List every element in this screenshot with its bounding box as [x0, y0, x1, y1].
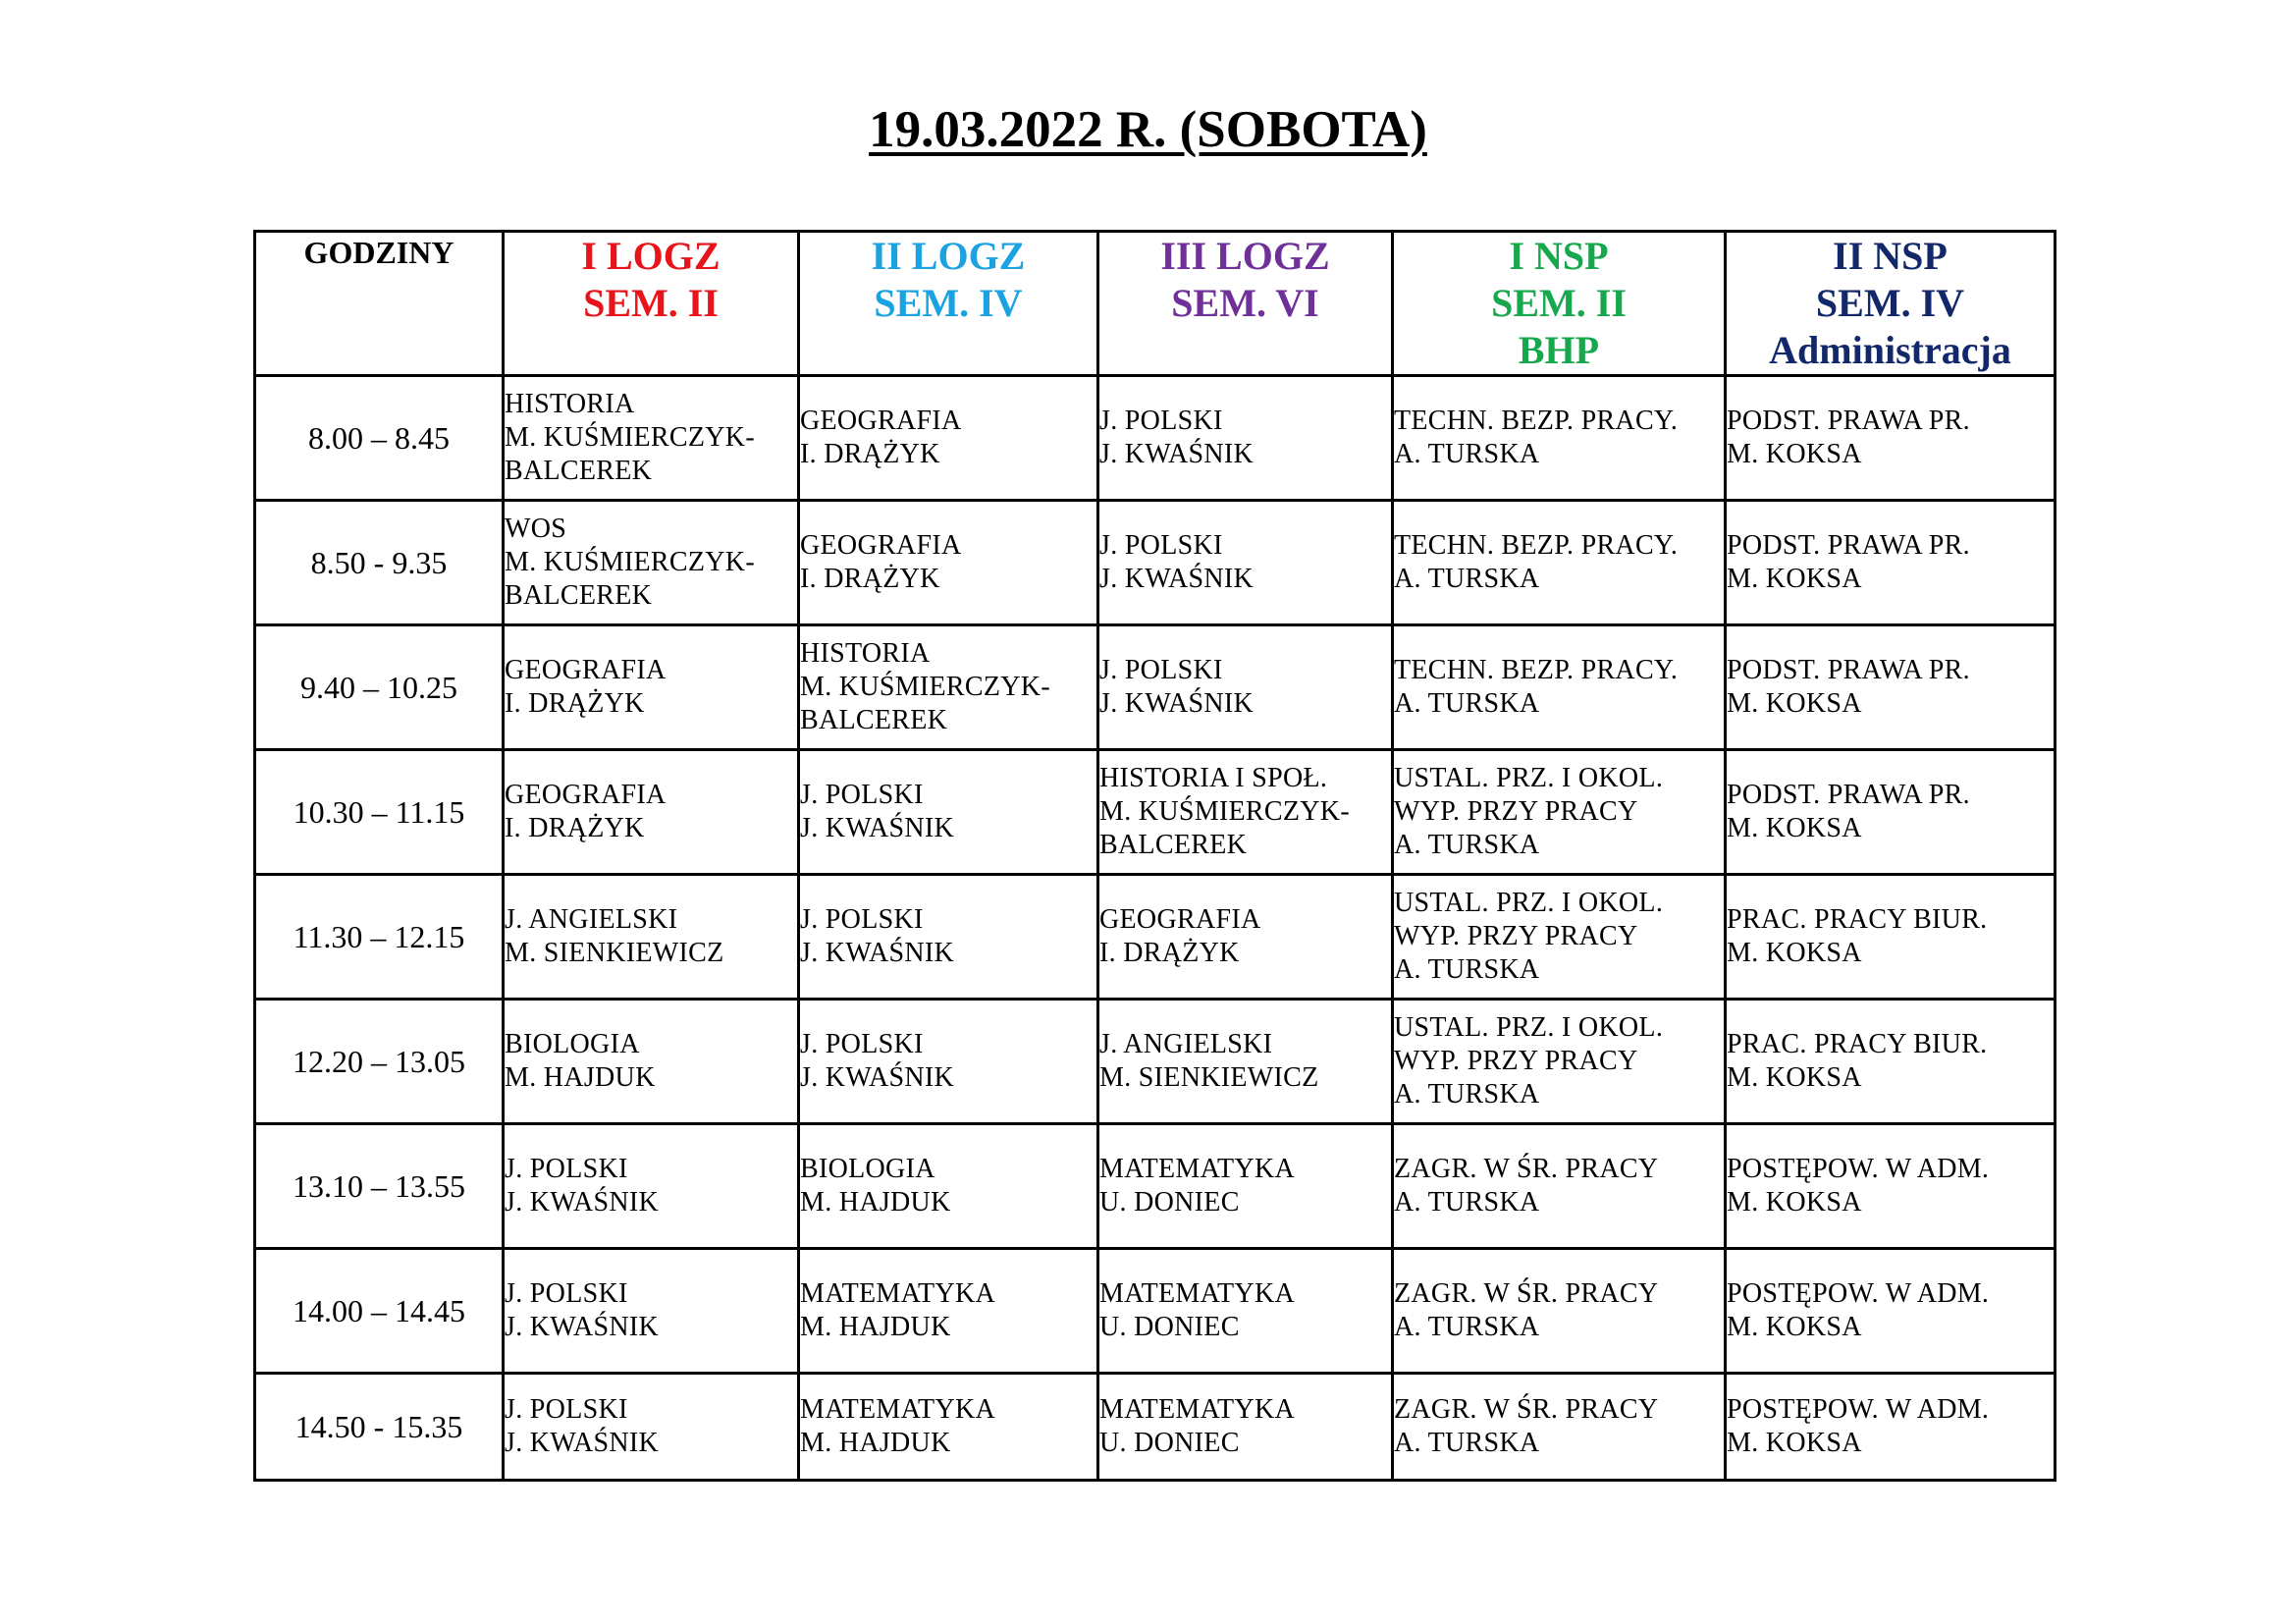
header-line: SEM. IV — [1815, 281, 1965, 325]
lesson-cell — [1098, 625, 1393, 750]
teacher-text: M. KUŚMIERCZYK- — [505, 422, 755, 453]
teacher-text: M. KOKSA — [1727, 439, 1862, 469]
teacher-text: BALCEREK — [800, 705, 948, 735]
teacher-text: J. KWAŚNIK — [800, 1062, 954, 1093]
teacher-text: M. HAJDUK — [505, 1062, 656, 1093]
header-line: I LOGZ — [581, 234, 721, 278]
teacher-text: A. TURSKA — [1394, 439, 1540, 469]
subject-text: GEOGRAFIA — [800, 406, 962, 436]
subject-text: GEOGRAFIA — [1099, 904, 1261, 935]
lesson-cell — [1393, 750, 1726, 875]
subject-text: PRAC. PRACY BIUR. — [1727, 904, 1988, 935]
table-row — [255, 875, 2056, 1000]
teacher-text: A. TURSKA — [1394, 688, 1540, 719]
teacher-text: J. KWAŚNIK — [505, 1428, 659, 1458]
header-row — [255, 232, 2056, 376]
time-cell: 13.10 – 13.55 — [255, 1124, 504, 1249]
teacher-text: I. DRĄŻYK — [1099, 938, 1240, 968]
teacher-text: U. DONIEC — [1099, 1428, 1240, 1458]
lesson-cell — [799, 750, 1098, 875]
subject-text: J. ANGIELSKI — [1099, 1029, 1273, 1059]
lesson-cell — [504, 1124, 799, 1249]
header-line: II LOGZ — [871, 234, 1026, 278]
subject-text: USTAL. PRZ. I OKOL. — [1394, 888, 1664, 918]
subject-text: BIOLOGIA — [505, 1029, 640, 1059]
lesson-cell — [1393, 875, 1726, 1000]
lesson-cell — [1393, 1000, 1726, 1124]
teacher-text: M. KUŚMIERCZYK- — [800, 672, 1050, 702]
teacher-text: WYP. PRZY PRACY — [1394, 1046, 1638, 1076]
teacher-text: A. TURSKA — [1394, 1428, 1540, 1458]
subject-text: ZAGR. W ŚR. PRACY — [1394, 1394, 1659, 1425]
lesson-cell — [1098, 501, 1393, 625]
page-title: 19.03.2022 R. (SOBOTA) — [869, 101, 1427, 158]
header-godziny — [255, 232, 504, 376]
subject-text: USTAL. PRZ. I OKOL. — [1394, 763, 1664, 793]
subject-text: J. POLSKI — [505, 1394, 628, 1425]
lesson-cell — [1726, 376, 2056, 501]
teacher-text: A. TURSKA — [1394, 830, 1540, 860]
table-row — [255, 1249, 2056, 1374]
subject-text: POSTĘPOW. W ADM. — [1727, 1394, 1990, 1425]
subject-text: USTAL. PRZ. I OKOL. — [1394, 1012, 1664, 1043]
table-row — [255, 625, 2056, 750]
subject-text: HISTORIA — [800, 638, 931, 669]
teacher-text: J. KWAŚNIK — [505, 1312, 659, 1342]
lesson-cell — [1393, 1124, 1726, 1249]
lesson-cell — [1726, 1374, 2056, 1481]
subject-text: GEOGRAFIA — [800, 530, 962, 561]
subject-text: WOS — [505, 514, 567, 544]
lesson-cell — [1726, 1000, 2056, 1124]
lesson-cell — [1098, 750, 1393, 875]
lesson-cell — [504, 750, 799, 875]
schedule-body — [255, 376, 2056, 1481]
time-cell: 14.50 - 15.35 — [255, 1374, 504, 1481]
subject-text: TECHN. BEZP. PRACY. — [1394, 406, 1679, 436]
subject-text: ZAGR. W ŚR. PRACY — [1394, 1278, 1659, 1309]
lesson-cell — [504, 1249, 799, 1374]
lesson-cell — [1726, 875, 2056, 1000]
lesson-cell — [1098, 1124, 1393, 1249]
subject-text: TECHN. BEZP. PRACY. — [1394, 655, 1679, 685]
lesson-cell — [504, 376, 799, 501]
teacher-text: A. TURSKA — [1394, 564, 1540, 594]
header-line: I NSP — [1509, 234, 1609, 278]
teacher-text: M. KUŚMIERCZYK- — [505, 547, 755, 577]
table-row — [255, 501, 2056, 625]
lesson-cell — [799, 875, 1098, 1000]
lesson-cell — [1726, 625, 2056, 750]
subject-text: PODST. PRAWA PR. — [1727, 780, 1970, 810]
teacher-text: M. HAJDUK — [800, 1187, 951, 1218]
header-i-logz — [504, 232, 799, 376]
teacher-text: A. TURSKA — [1394, 1312, 1540, 1342]
teacher-text: U. DONIEC — [1099, 1312, 1240, 1342]
teacher-text: WYP. PRZY PRACY — [1394, 921, 1638, 951]
subject-text: MATEMATYKA — [800, 1394, 995, 1425]
teacher-text: M. KOKSA — [1727, 1312, 1862, 1342]
lesson-cell — [799, 501, 1098, 625]
time-cell: 10.30 – 11.15 — [255, 750, 504, 875]
teacher-text: J. KWAŚNIK — [1099, 564, 1254, 594]
teacher-text: M. KOKSA — [1727, 1428, 1862, 1458]
teacher-text: J. KWAŚNIK — [800, 813, 954, 843]
lesson-cell — [1726, 1124, 2056, 1249]
subject-text: J. POLSKI — [800, 904, 924, 935]
time-cell: 14.00 – 14.45 — [255, 1249, 504, 1374]
teacher-text: J. KWAŚNIK — [1099, 688, 1254, 719]
lesson-cell — [799, 625, 1098, 750]
teacher-text: M. KOKSA — [1727, 813, 1862, 843]
header-line: II NSP — [1833, 234, 1948, 278]
lesson-cell — [799, 1000, 1098, 1124]
header-line: GODZINY — [303, 235, 454, 270]
teacher-text: BALCEREK — [1099, 830, 1248, 860]
teacher-text: M. KOKSA — [1727, 938, 1862, 968]
lesson-cell — [799, 376, 1098, 501]
subject-text: PODST. PRAWA PR. — [1727, 655, 1970, 685]
teacher-text: BALCEREK — [505, 580, 653, 611]
header-ii-logz — [799, 232, 1098, 376]
header-line: BHP — [1518, 328, 1600, 372]
teacher-text: M. HAJDUK — [800, 1428, 951, 1458]
subject-text: HISTORIA — [505, 389, 635, 419]
lesson-cell — [1393, 501, 1726, 625]
teacher-text: I. DRĄŻYK — [505, 688, 645, 719]
lesson-cell — [504, 501, 799, 625]
subject-text: GEOGRAFIA — [505, 780, 667, 810]
lesson-cell — [1098, 1374, 1393, 1481]
header-line: III LOGZ — [1160, 234, 1330, 278]
subject-text: POSTĘPOW. W ADM. — [1727, 1278, 1990, 1309]
header-ii-nsp — [1726, 232, 2056, 376]
lesson-cell — [1393, 376, 1726, 501]
time-cell: 9.40 – 10.25 — [255, 625, 504, 750]
subject-text: BIOLOGIA — [800, 1154, 935, 1184]
teacher-text: J. KWAŚNIK — [800, 938, 954, 968]
teacher-text: U. DONIEC — [1099, 1187, 1240, 1218]
subject-text: J. POLSKI — [1099, 406, 1223, 436]
header-line: SEM. VI — [1171, 281, 1319, 325]
subject-text: HISTORIA I SPOŁ. — [1099, 763, 1328, 793]
teacher-text: M. KOKSA — [1727, 688, 1862, 719]
teacher-text: M. KUŚMIERCZYK- — [1099, 796, 1350, 827]
subject-text: PODST. PRAWA PR. — [1727, 406, 1970, 436]
lesson-cell — [1098, 1249, 1393, 1374]
lesson-cell — [504, 625, 799, 750]
subject-text: J. POLSKI — [505, 1278, 628, 1309]
header-i-nsp — [1393, 232, 1726, 376]
time-cell: 8.50 - 9.35 — [255, 501, 504, 625]
lesson-cell — [1726, 1249, 2056, 1374]
teacher-text: J. KWAŚNIK — [505, 1187, 659, 1218]
lesson-cell — [799, 1374, 1098, 1481]
subject-text: J. POLSKI — [800, 1029, 924, 1059]
table-row — [255, 1374, 2056, 1481]
teacher-text: A. TURSKA — [1394, 1079, 1540, 1110]
header-iii-logz — [1098, 232, 1393, 376]
teacher-text: BALCEREK — [505, 456, 653, 486]
time-cell: 11.30 – 12.15 — [255, 875, 504, 1000]
subject-text: PRAC. PRACY BIUR. — [1727, 1029, 1988, 1059]
subject-text: J. POLSKI — [800, 780, 924, 810]
subject-text: PODST. PRAWA PR. — [1727, 530, 1970, 561]
header-line: SEM. II — [1491, 281, 1627, 325]
lesson-cell — [504, 875, 799, 1000]
lesson-cell — [1393, 625, 1726, 750]
teacher-text: M. SIENKIEWICZ — [1099, 1062, 1319, 1093]
teacher-text: A. TURSKA — [1394, 1187, 1540, 1218]
table-row — [255, 1000, 2056, 1124]
subject-text: J. ANGIELSKI — [505, 904, 678, 935]
teacher-text: M. HAJDUK — [800, 1312, 951, 1342]
teacher-text: M. KOKSA — [1727, 1062, 1862, 1093]
teacher-text: I. DRĄŻYK — [800, 564, 940, 594]
header-line: Administracja — [1769, 328, 2011, 372]
time-cell: 12.20 – 13.05 — [255, 1000, 504, 1124]
subject-text: J. POLSKI — [505, 1154, 628, 1184]
subject-text: POSTĘPOW. W ADM. — [1727, 1154, 1990, 1184]
lesson-cell — [1098, 376, 1393, 501]
subject-text: MATEMATYKA — [1099, 1394, 1295, 1425]
header-line: SEM. II — [583, 281, 719, 325]
lesson-cell — [1726, 501, 2056, 625]
teacher-text: WYP. PRZY PRACY — [1394, 796, 1638, 827]
subject-text: TECHN. BEZP. PRACY. — [1394, 530, 1679, 561]
subject-text: J. POLSKI — [1099, 655, 1223, 685]
teacher-text: M. KOKSA — [1727, 1187, 1862, 1218]
subject-text: J. POLSKI — [1099, 530, 1223, 561]
lesson-cell — [1098, 1000, 1393, 1124]
header-line: SEM. IV — [874, 281, 1023, 325]
lesson-cell — [504, 1374, 799, 1481]
teacher-text: J. KWAŚNIK — [1099, 439, 1254, 469]
table-row — [255, 750, 2056, 875]
subject-text: MATEMATYKA — [1099, 1154, 1295, 1184]
table-row — [255, 376, 2056, 501]
lesson-cell — [504, 1000, 799, 1124]
subject-text: MATEMATYKA — [800, 1278, 995, 1309]
lesson-cell — [799, 1249, 1098, 1374]
teacher-text: I. DRĄŻYK — [800, 439, 940, 469]
time-cell: 8.00 – 8.45 — [255, 376, 504, 501]
subject-text: MATEMATYKA — [1099, 1278, 1295, 1309]
lesson-cell — [1726, 750, 2056, 875]
lesson-cell — [1393, 1374, 1726, 1481]
teacher-text: M. KOKSA — [1727, 564, 1862, 594]
table-row — [255, 1124, 2056, 1249]
teacher-text: A. TURSKA — [1394, 954, 1540, 985]
subject-text: ZAGR. W ŚR. PRACY — [1394, 1154, 1659, 1184]
teacher-text: I. DRĄŻYK — [505, 813, 645, 843]
lesson-cell — [1393, 1249, 1726, 1374]
lesson-cell — [799, 1124, 1098, 1249]
lesson-cell — [1098, 875, 1393, 1000]
subject-text: GEOGRAFIA — [505, 655, 667, 685]
teacher-text: M. SIENKIEWICZ — [505, 938, 724, 968]
schedule-table — [253, 230, 2056, 1482]
